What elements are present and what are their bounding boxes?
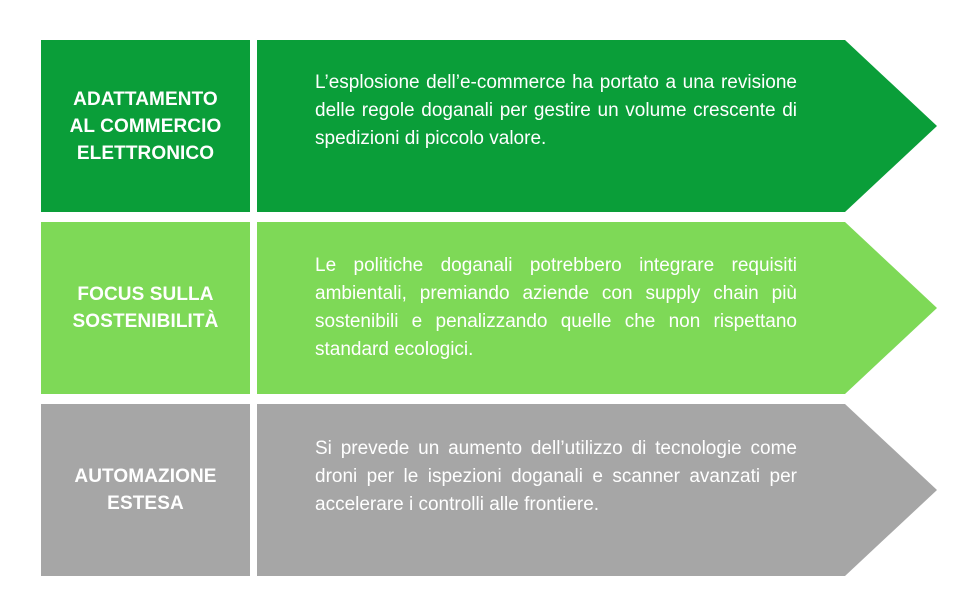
label-box-ecommerce xyxy=(41,40,250,212)
row-automazione xyxy=(0,404,966,576)
row-sostenibilita xyxy=(0,222,966,394)
label-box-sostenibilita xyxy=(41,222,250,394)
label-automazione: AUTOMAZIONE ESTESA xyxy=(74,466,217,514)
description-ecommerce: L’esplosione dell’e-commerce ha portato a una revisione delle regole doganali per gestire un volume crescente di spedizioni di piccolo valore. xyxy=(315,72,797,149)
row-ecommerce xyxy=(0,40,966,212)
label-sostenibilita: FOCUS SULLA SOSTENIBILITÀ xyxy=(72,284,219,332)
description-automazione: Si prevede un aumento dell’utilizzo di tecnologie come droni per le ispezioni doganali e scanner avanzati per accelerare i controlli alle frontiere. xyxy=(315,438,797,515)
label-box-automazione xyxy=(41,404,250,576)
description-sostenibilita: Le politiche doganali potrebbero integrare requisiti ambientali, premiando aziende con supply chain più sostenibili e penalizzando quelle che non rispettano standard ecologici. xyxy=(315,255,797,360)
label-ecommerce: ADATTAMENTO AL COMMERCIO ELETTRONICO xyxy=(69,88,222,164)
